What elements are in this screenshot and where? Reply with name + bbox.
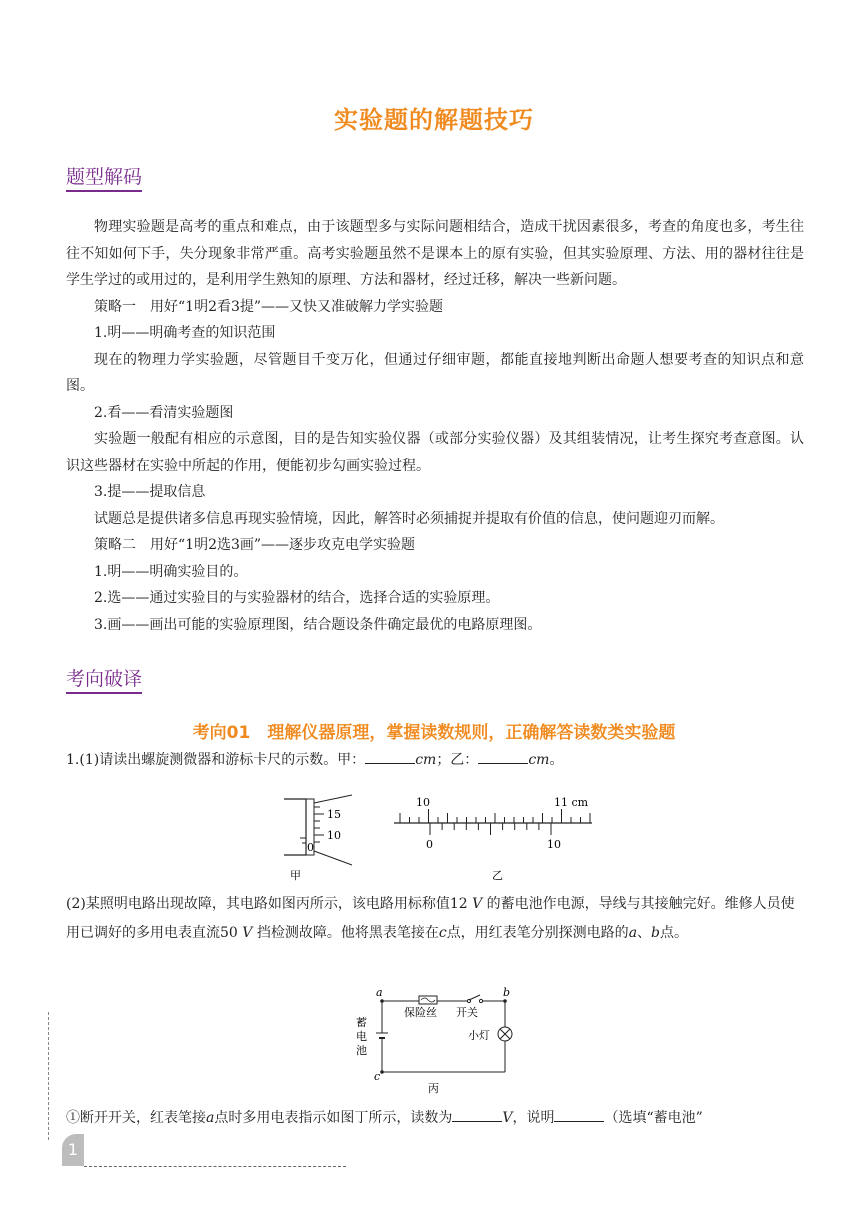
margin-dashed-line (48, 1012, 49, 1140)
answer-blank[interactable] (478, 749, 528, 764)
page-title: 实验题的解题技巧 (334, 106, 534, 134)
vernier-caliper-figure (392, 793, 602, 883)
paragraph: 试题总是提供诸多信息再现实验情境，因此，解答时必须捕捉并提取有价值的信息，使问题迎刃而解。 (94, 510, 724, 527)
page-number: 1 (62, 1134, 84, 1166)
vernier-scale-label: 10 (547, 838, 561, 851)
node-b-label: b (503, 986, 511, 999)
paragraph: 现在的物理力学实验题，尽管题目千变万化，但通过仔细审题，都能直接地判断出命题人想要考查的知识点和意图。 (66, 351, 804, 394)
paragraph: 实验题一般配有相应的示意图，目的是告知实验仪器（或部分实验仪器）及其组装情况，让考生探究考查意图。认识这些器材在实验中所起的作用，便能初步勾画实验过程。 (66, 431, 804, 474)
lamp-label: 小灯 (468, 1029, 490, 1042)
figure-caption: 甲 (290, 869, 301, 882)
vernier-scale-label: 0 (426, 838, 433, 851)
paragraph: 1.明——明确考查的知识范围 (94, 325, 276, 341)
micrometer-figure (278, 793, 358, 883)
paragraph: 3.画——画出可能的实验原理图，结合题设条件确定最优的电路原理图。 (94, 616, 542, 633)
paragraph: 2.看——看清实验题图 (94, 404, 234, 421)
section-heading-decode: 题型解码 (66, 162, 142, 189)
topic-heading: 考向01 理解仪器原理，掌握读数规则，正确解答读数类实验题 (192, 723, 676, 743)
question-1-1: 1.(1)请读出螺旋测微器和游标卡尺的示数。甲： cm；乙： cm。 (66, 746, 806, 775)
main-scale-label: 10 (416, 796, 430, 809)
paragraph: 2.选——通过实验目的与实验器材的结合，选择合适的实验原理。 (94, 590, 500, 606)
node-a-label: a (376, 986, 383, 999)
switch-label: 开关 (456, 1006, 478, 1019)
main-scale-label: 11 cm (554, 796, 589, 809)
paragraph: 1.明——明确实验目的。 (94, 563, 248, 580)
question-1-2-part1: ①断开开关，红表笔接a点时多用电表指示如图丁所示，读数为 V，说明 （选填“蓄电池” (66, 1104, 806, 1133)
answer-blank[interactable] (452, 1107, 502, 1122)
battery-label: 电 (356, 1030, 367, 1043)
figure-caption: 乙 (492, 869, 503, 882)
paragraph: 物理实验题是高考的重点和难点，由于该题型多与实际问题相结合，造成干扰因素很多，考查的角度也多，考生往往不知如何下手，失分现象非常严重。高考实验题虽然不是课本上的原有实验，但其实验原理、方法、用的器材往往是学生学过的或用过的，是利用学生熟知的原理、方法和器材，经过迁移，解决一些新问题。 (66, 219, 804, 288)
circuit-diagram (352, 984, 522, 1096)
section-heading-analysis: 考向破译 (66, 664, 142, 691)
switch-symbol (469, 995, 480, 1000)
paragraph: 策略一 用好“1明2看3提”——又快又准破解力学实验题 (94, 298, 444, 315)
micrometer-tick-label: 15 (327, 808, 341, 821)
fuse-label: 保险丝 (404, 1006, 437, 1019)
question-1-2: (2)某照明电路出现故障，其电路如图丙所示，该电路用标称值12 V 的蓄电池作电源，导线与其接触完好。维修人员使用已调好的多用电表直流50 V 挡检测故障。他将黑表笔接在c点，用红表笔分别探测电路的a、b点。 (66, 896, 795, 941)
intro-body (66, 214, 804, 638)
paragraph: 3.提——提取信息 (94, 484, 206, 500)
battery-label: 池 (356, 1044, 367, 1057)
micrometer-tick-label: 10 (327, 829, 341, 842)
figure-caption: 丙 (428, 1082, 439, 1095)
battery-label: 蓄 (356, 1016, 367, 1029)
footer-dashed-line (84, 1166, 346, 1167)
answer-blank[interactable] (365, 749, 415, 764)
micrometer-tick-label: 0 (307, 841, 314, 854)
paragraph: 策略二 用好“1明2选3画”——逐步攻克电学实验题 (94, 537, 416, 553)
node-c-label: c (374, 1070, 381, 1083)
answer-blank[interactable] (554, 1107, 604, 1122)
